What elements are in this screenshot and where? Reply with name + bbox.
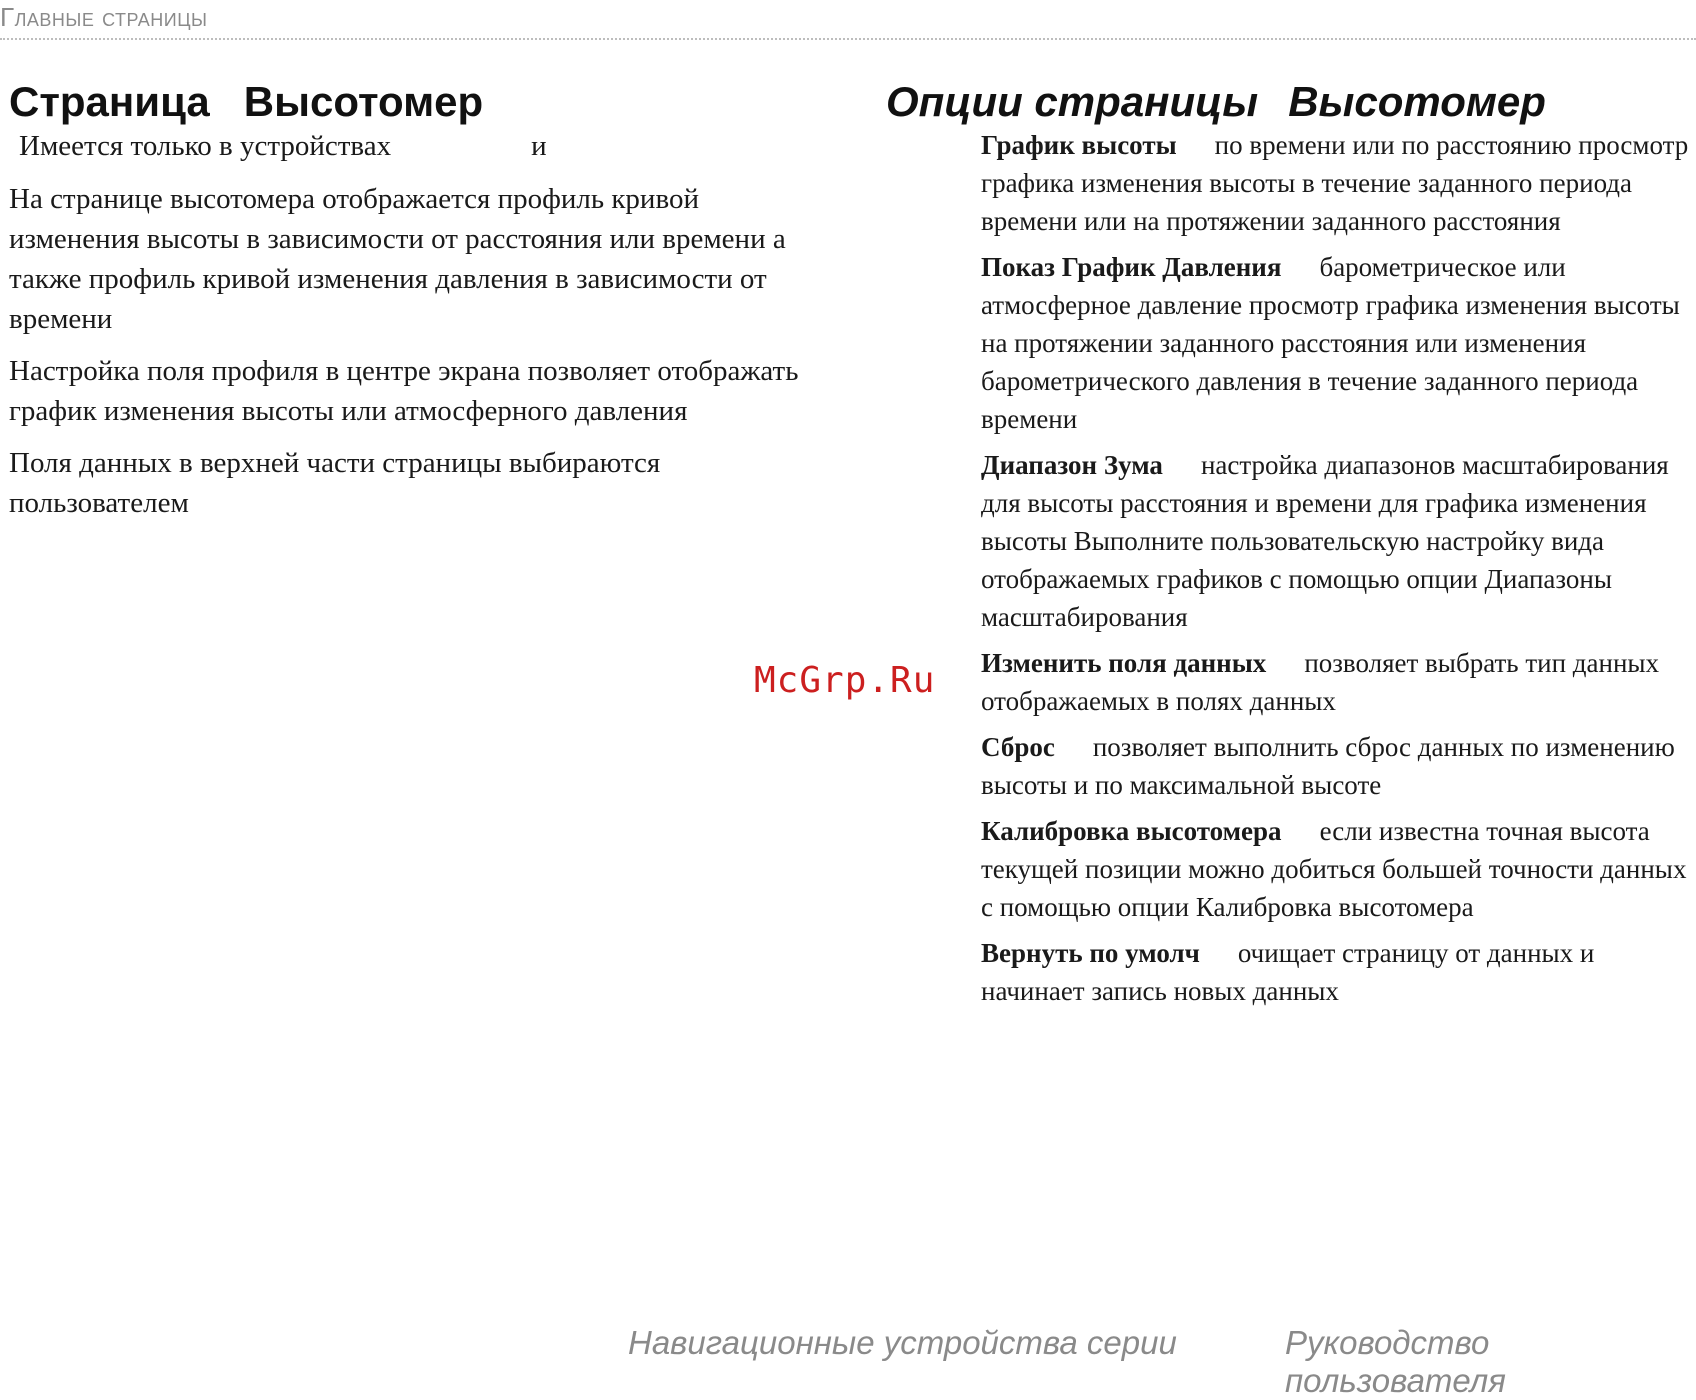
left-column [9,78,809,535]
option-term: Показ График Давления [981,252,1282,282]
watermark: McGrp.Ru [754,660,936,701]
option-description: очищает страницу от данных и начинает запись новых данных [981,938,1595,1006]
option-reset [981,728,1696,804]
option-zoom-ranges [981,446,1696,636]
option-term: Калибровка высотомера [981,816,1282,846]
header-divider [0,38,1696,40]
option-term: График высоты [981,130,1177,160]
right-section-title [886,78,1546,126]
option-term: Сброс [981,732,1055,762]
availability-text: Имеется только в устройствах [19,130,392,162]
option-change-data-fields [981,644,1696,720]
option-term: Вернуть по умолч [981,938,1200,968]
availability-note [19,130,809,163]
option-description: по времени или по расстоянию просмотр графика изменения высоты в течение заданного периода времени или на протяжении заданного расстояния [981,130,1689,236]
right-title-part-1: Опции страницы [886,78,1259,125]
right-title-part-2: Высотомер [1288,78,1546,125]
option-term: Изменить поля данных [981,648,1267,678]
option-description: барометрическое или атмосферное давление просмотр графика изменения высоты на протяжении заданного расстояния или изменения барометрического давления в течение заданного периода времени [981,252,1680,434]
option-restore-defaults [981,934,1696,1010]
paragraph-profile-field: Настройка поля профиля в центре экрана позволяет отображать график изменения высоты или атмосферного давления [9,355,799,427]
running-head: Главные страницы [0,2,208,32]
option-description: позволяет выбрать тип данных отображаемых в полях данных [981,648,1660,716]
option-description: настройка диапазонов масштабирования для высоты расстояния и времени для графика изменения высоты Выполните пользовательскую настройку вида отображаемых графиков с помощью опции Диапазоны масштабирования [981,450,1669,632]
left-title-part-2: Высотомер [243,78,484,125]
option-elevation-plot [981,126,1696,240]
left-section-title [9,78,809,126]
paragraph-data-fields: Поля данных в верхней части страницы выбираются пользователем [9,447,661,519]
options-list [981,126,1696,1018]
option-term: Диапазон Зума [981,450,1163,480]
option-description: если известна точная высота текущей позиции можно добиться большей точности данных с помощью опции Калибровка высотомера [981,816,1687,922]
footer-manual: Руководство пользователя [1285,1324,1506,1399]
option-calibrate-altimeter [981,812,1696,926]
availability-conjunction: и [531,130,547,162]
paragraph-profile: На странице высотомера отображается профиль кривой изменения высоты в зависимости от расстояния или времени а также профиль кривой изменения давления в зависимости от времени [9,183,786,335]
option-pressure-plot [981,248,1696,438]
left-title-part-1: Страница [9,78,210,125]
option-description: позволяет выполнить сброс данных по изменению высоты и по максимальной высоте [981,732,1675,800]
footer-series: Навигационные устройства серии [628,1324,1177,1361]
